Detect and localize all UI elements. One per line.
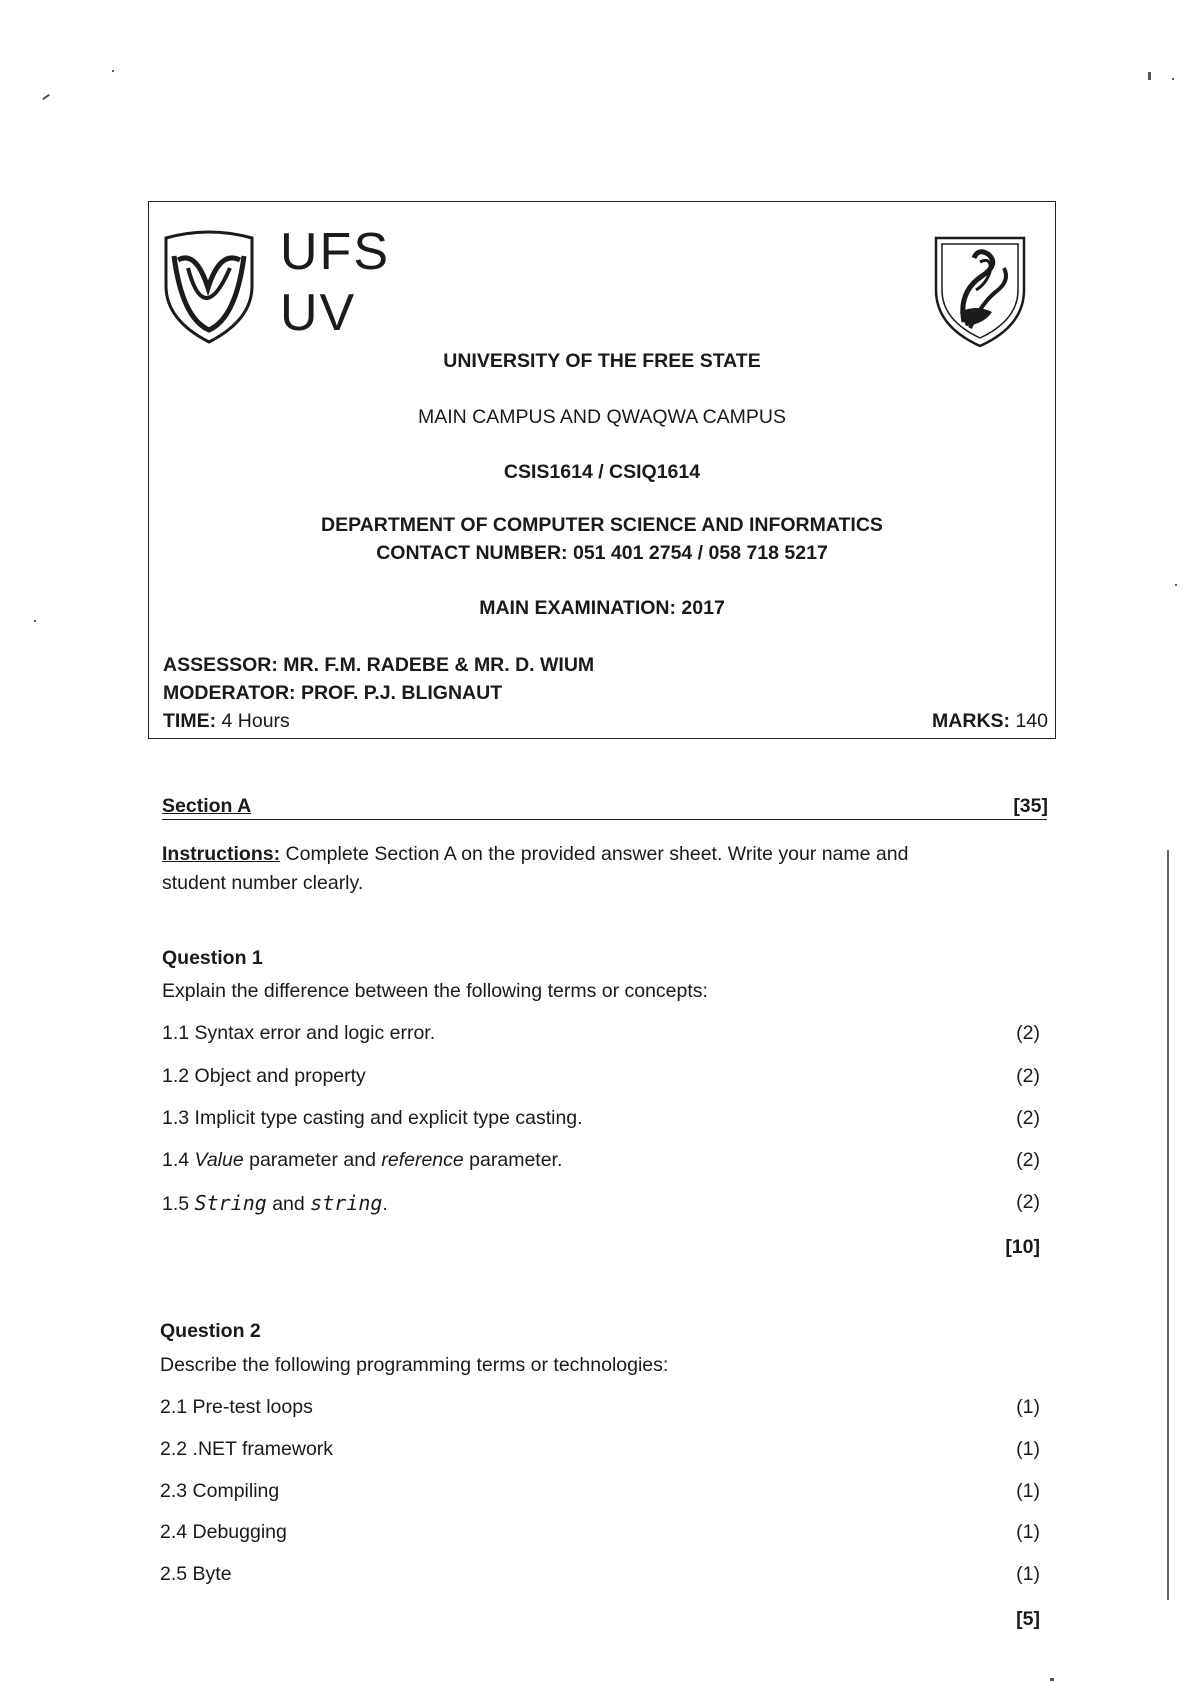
ufs-logo-icon [160,228,258,346]
instructions-label: Instructions: [162,843,281,865]
marks-value: 140 [1015,710,1048,732]
logo-text-ufs: UFS [280,223,390,281]
question-item [162,1149,562,1172]
item-marks: (2) [1016,1022,1040,1044]
section-a-title: Section A [162,795,252,817]
item-number: 2.5 [160,1563,188,1585]
marks-line [932,710,1048,733]
item-text: Implicit type casting and explicit type casting. [194,1107,583,1129]
item-number: 1.1 [162,1022,190,1044]
crest-icon [930,232,1030,350]
university-name: UNIVERSITY OF THE FREE STATE [443,350,761,372]
question-item [162,1191,388,1216]
item-code-text: string [310,1191,383,1215]
item-marks: (2) [1016,1149,1040,1171]
question1-total: [10] [1005,1236,1040,1258]
item-text: Byte [192,1563,232,1585]
item-text: parameter. [463,1149,563,1171]
item-number: 1.5 [162,1193,190,1215]
scan-speck [34,620,36,622]
scan-speck [1148,72,1151,80]
crest-logo [930,232,1030,350]
item-number: 1.2 [162,1065,190,1087]
item-number: 1.3 [162,1107,190,1129]
item-text: Compiling [192,1480,280,1502]
scan-speck [1167,850,1169,1600]
item-number: 2.1 [160,1396,188,1418]
item-text: and [266,1193,311,1215]
item-marks: (1) [1016,1480,1040,1502]
time-label: TIME: [163,710,217,732]
item-number: 2.4 [160,1521,188,1543]
box-top-left-corner [150,199,190,201]
section-a-rule [162,819,1047,820]
section-a-marks: [35] [1013,795,1048,817]
question1-title: Question 1 [162,947,263,969]
item-number: 2.3 [160,1480,188,1502]
logo-text-uv: UV [280,284,357,342]
question-item [162,1022,435,1045]
moderator-line: MODERATOR: PROF. P.J. BLIGNAUT [163,682,503,704]
time-line [163,710,290,733]
time-value: 4 Hours [221,710,290,732]
question-item [160,1521,287,1544]
item-number: 1.4 [162,1149,190,1171]
scan-speck [42,94,50,100]
contact-number: CONTACT NUMBER: 051 401 2754 / 058 718 5217 [376,542,828,564]
item-marks: (1) [1016,1438,1040,1460]
course-codes: CSIS1614 / CSIQ1614 [503,461,701,483]
item-text: Syntax error and logic error. [194,1022,436,1044]
question1-prompt: Explain the difference between the following terms or concepts: [162,980,708,1002]
scan-speck [112,70,114,72]
item-text: parameter and [243,1149,382,1171]
department-name: DEPARTMENT OF COMPUTER SCIENCE AND INFORMATICS [321,514,883,536]
item-text: . [382,1193,388,1215]
item-text: Object and property [194,1065,366,1087]
scan-speck [1175,584,1177,586]
item-text: Pre-test loops [192,1396,313,1418]
question-item [160,1563,232,1586]
question-item [160,1480,279,1503]
item-text: Debugging [192,1521,287,1543]
item-marks: (2) [1016,1191,1040,1213]
scan-speck [1050,1678,1054,1681]
instructions-text: Complete Section A on the provided answer sheet. Write your name and [285,843,909,865]
marks-label: MARKS: [932,710,1011,732]
scan-speck [1172,78,1174,80]
question-item [160,1438,333,1461]
item-text-italic: reference [381,1149,464,1171]
item-marks: (2) [1016,1107,1040,1129]
instructions-line2: student number clearly. [162,872,364,894]
item-number: 2.2 [160,1438,188,1460]
question-item [162,1065,366,1088]
item-marks: (1) [1016,1521,1040,1543]
assessor-line: ASSESSOR: MR. F.M. RADEBE & MR. D. WIUM [163,654,595,676]
instructions-line1 [162,843,992,866]
item-code-text: String [194,1191,267,1215]
item-marks: (1) [1016,1396,1040,1418]
ufs-logo [160,228,258,346]
question2-total: [5] [1016,1608,1040,1630]
question2-title: Question 2 [160,1320,261,1342]
item-text-italic: Value [194,1149,244,1171]
item-marks: (2) [1016,1065,1040,1087]
question-item [162,1107,583,1130]
item-text: .NET framework [192,1438,334,1460]
item-marks: (1) [1016,1563,1040,1585]
exam-title: MAIN EXAMINATION: 2017 [479,597,725,619]
question2-prompt: Describe the following programming terms or technologies: [160,1354,669,1376]
campus-names: MAIN CAMPUS AND QWAQWA CAMPUS [417,406,786,428]
question-item [160,1396,313,1419]
